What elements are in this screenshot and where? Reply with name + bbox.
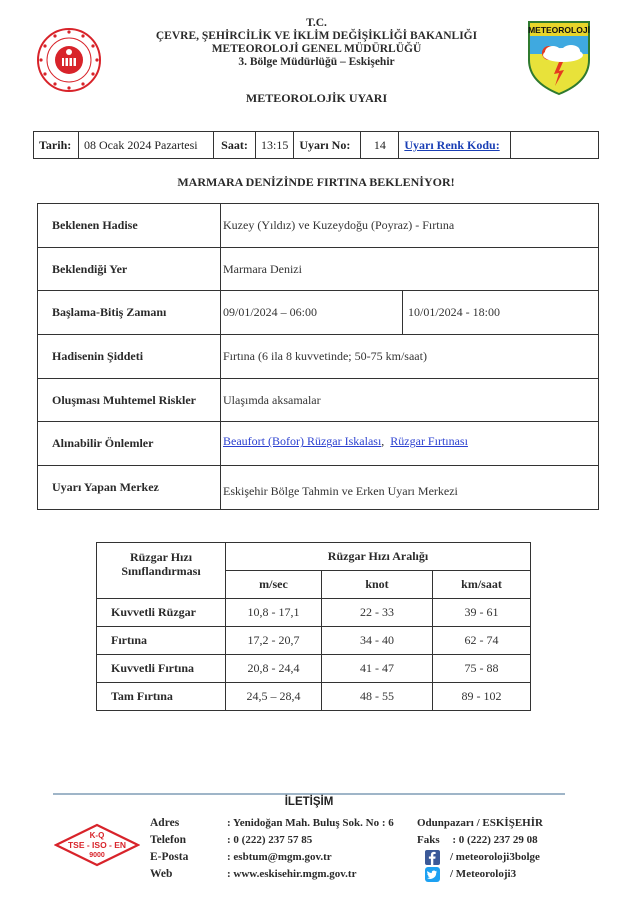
- facebook-icon: [425, 850, 440, 865]
- warning-no-label: Uyarı No:: [294, 132, 361, 159]
- measures-separator: ,: [381, 434, 385, 449]
- color-code-value: [511, 132, 599, 159]
- expected-event-label: Beklenen Hadise: [38, 204, 221, 248]
- warning-details-table: [37, 203, 599, 510]
- web-label: Web: [150, 868, 173, 880]
- wind-ms: 17,2 - 20,7: [226, 627, 322, 655]
- severity-label: Hadisenin Şiddeti: [38, 335, 221, 379]
- date-value: 08 Ocak 2024 Pazartesi: [79, 132, 214, 159]
- issuer-label: Uyarı Yapan Merkez: [38, 466, 221, 510]
- range-header: Rüzgar Hızı Aralığı: [226, 543, 531, 571]
- wind-class: Fırtına: [97, 627, 226, 655]
- color-code-link[interactable]: Uyarı Renk Kodu:: [404, 137, 500, 152]
- time-label: Saat:: [214, 132, 256, 159]
- facebook-row[interactable]: [417, 849, 543, 866]
- measures-label: Alınabilir Önlemler: [38, 422, 221, 466]
- address-value: : Yenidoğan Mah. Buluş Sok. No : 6: [227, 817, 394, 829]
- wind-ms: 10,8 - 17,1: [226, 599, 322, 627]
- table-row: [97, 655, 531, 683]
- table-row: [38, 335, 599, 379]
- time-range-label: Başlama-Bitiş Zamanı: [38, 291, 221, 335]
- severity-value: Fırtına (6 ila 8 kuvvetinde; 50-75 km/saat): [221, 335, 599, 379]
- tse-bottom-text: 9000: [89, 852, 105, 859]
- fax-value: : 0 (222) 237 29 08: [452, 834, 538, 846]
- header-line-tc: T.C.: [306, 17, 327, 29]
- address-city: Odunpazarı / ESKİŞEHİR: [417, 817, 543, 829]
- wind-kmh: 89 - 102: [433, 683, 531, 711]
- wind-kmh: 39 - 61: [433, 599, 531, 627]
- wind-speed-table: [96, 542, 531, 711]
- table-row: [38, 291, 599, 335]
- contact-values: [227, 815, 394, 883]
- unit-header-knot: knot: [322, 571, 433, 599]
- color-code-cell: [399, 132, 511, 159]
- wind-knot: 34 - 40: [322, 627, 433, 655]
- table-row: [38, 466, 599, 510]
- wind-knot: 22 - 33: [322, 599, 433, 627]
- wind-class: Kuvvetli Fırtına: [97, 655, 226, 683]
- wind-storm-link[interactable]: Rüzgar Fırtınası: [390, 434, 468, 449]
- wind-class: Kuvvetli Rüzgar: [97, 599, 226, 627]
- meteoroloji-logo-text: METEOROLOJİ: [528, 25, 590, 35]
- wind-kmh: 62 - 74: [433, 627, 531, 655]
- warning-no-value: 14: [361, 132, 399, 159]
- contact-right: [417, 815, 543, 883]
- ministry-logo: [36, 27, 102, 93]
- risks-label: Oluşması Muhtemel Riskler: [38, 378, 221, 422]
- class-header: Rüzgar Hızı Sınıflandırması: [97, 543, 226, 599]
- twitter-row[interactable]: [417, 866, 543, 883]
- location-label: Beklendiği Yer: [38, 247, 221, 291]
- table-row: [38, 378, 599, 422]
- table-row: [97, 627, 531, 655]
- table-row: [38, 204, 599, 248]
- wind-knot: 41 - 47: [322, 655, 433, 683]
- unit-header-kmh: km/saat: [433, 571, 531, 599]
- contact-labels: [150, 815, 188, 883]
- location-value: Marmara Denizi: [221, 247, 599, 291]
- tse-top-text: K-Q: [89, 831, 105, 840]
- alert-heading: MARMARA DENİZİNDE FIRTINA BEKLENİYOR!: [177, 175, 455, 189]
- header-ministry: ÇEVRE, ŞEHİRCİLİK VE İKLİM DEĞİŞİKLİĞİ BAKANLIĞI: [155, 30, 478, 42]
- wind-ms: 24,5 – 28,4: [226, 683, 322, 711]
- issuer-value: Eskişehir Bölge Tahmin ve Erken Uyarı Merkezi: [221, 466, 599, 510]
- measures-value: [221, 422, 599, 466]
- wind-class: Tam Fırtına: [97, 683, 226, 711]
- risks-value: Ulaşımda aksamalar: [221, 378, 599, 422]
- header: [120, 17, 513, 69]
- meteoroloji-logo: [527, 20, 591, 96]
- warning-info-table: [33, 131, 599, 159]
- footer-divider: [53, 793, 565, 795]
- contact-title: İLETİŞİM: [284, 796, 334, 808]
- facebook-handle: / meteoroloji3bolge: [450, 851, 540, 863]
- header-region: 3. Bölge Müdürlüğü – Eskişehir: [238, 56, 395, 68]
- twitter-icon: [425, 867, 440, 882]
- web-value[interactable]: : www.eskisehir.mgm.gov.tr: [227, 868, 357, 880]
- end-time-value: 10/01/2024 - 18:00: [403, 291, 599, 335]
- email-label: E-Posta: [150, 851, 189, 863]
- email-value[interactable]: : esbtum@mgm.gov.tr: [227, 851, 332, 863]
- table-row: [38, 247, 599, 291]
- address-label: Adres: [150, 817, 180, 829]
- date-label: Tarih:: [34, 132, 79, 159]
- table-row: [97, 599, 531, 627]
- fax-label: Faks: [417, 834, 440, 846]
- tse-iso-logo: [54, 823, 140, 867]
- start-time-value: 09/01/2024 – 06:00: [221, 291, 403, 335]
- document-title: METEOROLOJİK UYARI: [245, 91, 388, 105]
- header-directorate: METEOROLOJİ GENEL MÜDÜRLÜĞÜ: [211, 43, 422, 55]
- expected-event-value: Kuzey (Yıldız) ve Kuzeydoğu (Poyraz) - Fırtına: [221, 204, 599, 248]
- unit-header-ms: m/sec: [226, 571, 322, 599]
- wind-ms: 20,8 - 24,4: [226, 655, 322, 683]
- table-row: [97, 683, 531, 711]
- wind-kmh: 75 - 88: [433, 655, 531, 683]
- beaufort-scale-link[interactable]: Beaufort (Bofor) Rüzgar Iskalası: [223, 434, 382, 449]
- table-row: [38, 422, 599, 466]
- time-value: 13:15: [256, 132, 294, 159]
- phone-label: Telefon: [150, 834, 186, 846]
- tse-mid-text: TSE - ISO - EN: [67, 840, 127, 850]
- twitter-handle: / Meteoroloji3: [450, 868, 517, 880]
- phone-value: : 0 (222) 237 57 85: [227, 834, 313, 846]
- wind-knot: 48 - 55: [322, 683, 433, 711]
